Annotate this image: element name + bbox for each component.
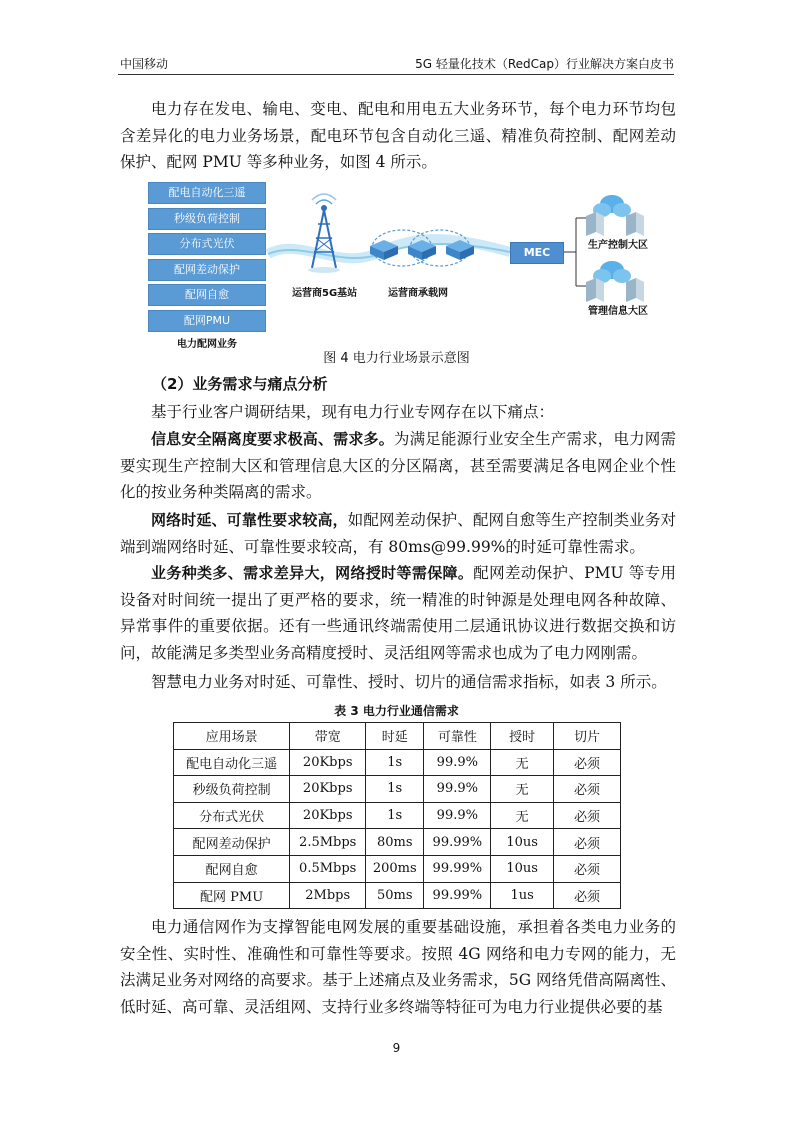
- pain-intro: 基于行业客户调研结果，现有电力行业专网存在以下痛点：: [151, 403, 555, 421]
- table-row: [174, 829, 621, 856]
- table-cell: 10us: [491, 855, 554, 882]
- table-cell: 1us: [491, 882, 554, 909]
- business-caption: 电力配网业务: [177, 339, 237, 350]
- table-cell: 10us: [491, 829, 554, 856]
- mec-box: MEC: [510, 242, 564, 264]
- table-cell: 99.9%: [424, 802, 491, 829]
- table-cell: 配电自动化三遥: [174, 749, 290, 776]
- table-header-cell: 带宽: [290, 723, 366, 750]
- table-cell: 99.99%: [424, 855, 491, 882]
- table-intro: 智慧电力业务对时延、可靠性、授时、切片的通信需求指标，如表 3 所示。: [151, 673, 667, 691]
- server-cloud-icon: [586, 261, 644, 302]
- table-cell: 必须: [553, 776, 620, 803]
- table-cell: 20Kbps: [290, 776, 366, 803]
- header-left: 中国移动: [120, 57, 169, 71]
- table-cell: 必须: [553, 802, 620, 829]
- table-cell: 配网 PMU: [174, 882, 290, 909]
- table-row: [174, 802, 621, 829]
- business-item: 秒级负荷控制: [148, 208, 266, 230]
- business-item: 配电自动化三遥: [148, 182, 266, 204]
- table-cell: 必须: [553, 882, 620, 909]
- pain-point-3-text: 配网差动保护、PMU 等专用设备对时间统一提出了更严格的要求，统一精准的时钟源是处理电网各种故障、异常事件的重要依据。还有一些通讯终端需使用二层通讯协议进行数据交换和访问，故能满足多类型业务高精度授时、灵活组网等需求也成为了电力网刚需。: [120, 564, 676, 662]
- requirements-table: [173, 722, 621, 909]
- table-cell: 1s: [366, 802, 424, 829]
- business-item: 分布式光伏: [148, 233, 266, 255]
- table-cell: 99.99%: [424, 829, 491, 856]
- tower-icon: [308, 194, 340, 273]
- header-right: 5G 轻量化技术（RedCap）行业解决方案白皮书: [415, 57, 674, 71]
- table-cell: 配网差动保护: [174, 829, 290, 856]
- base-station-label: 运营商5G基站: [292, 288, 358, 299]
- table-cell: 20Kbps: [290, 749, 366, 776]
- business-item: 配网差动保护: [148, 259, 266, 281]
- pain-point-1: [120, 426, 676, 506]
- table-cell: 1s: [366, 776, 424, 803]
- table-caption: 表 3 电力行业通信需求: [334, 704, 459, 718]
- table-cell: 50ms: [366, 882, 424, 909]
- pain-point-3-title: 业务种类多、需求差异大，网络授时等需保障。: [151, 564, 474, 582]
- table-row: [174, 855, 621, 882]
- table-cell: 分布式光伏: [174, 802, 290, 829]
- table-cell: 200ms: [366, 855, 424, 882]
- table-cell: 配网自愈: [174, 855, 290, 882]
- table-cell: 20Kbps: [290, 802, 366, 829]
- table-row: [174, 749, 621, 776]
- table-header-cell: 授时: [491, 723, 554, 750]
- table-cell: 必须: [553, 749, 620, 776]
- pain-point-1-title: 信息安全隔离度要求极高、需求多。: [151, 430, 394, 448]
- section-title: （2）业务需求与痛点分析: [152, 375, 328, 393]
- table-header-cell: 应用场景: [174, 723, 290, 750]
- table-row: [174, 776, 621, 803]
- pain-point-3: [120, 560, 676, 666]
- table-cell: 99.9%: [424, 749, 491, 776]
- table-cell: 99.9%: [424, 776, 491, 803]
- table-header-cell: 切片: [553, 723, 620, 750]
- conclusion-paragraph: 电力通信网作为支撑智能电网发展的重要基础设施，承担着各类电力业务的安全性、实时性、准确性和可靠性等要求。按照 4G 网络和电力专网的能力，无法满足业务对网络的高要求。基于上述痛点及业务需求，5G 网络凭借高隔离性、低时延、高可靠、灵活组网、支持行业多终端等特征可为电力行业提供必要的基: [120, 918, 676, 1016]
- figure-caption: 图 4 电力行业场景示意图: [323, 351, 470, 366]
- table-cell: 2Mbps: [290, 882, 366, 909]
- table-cell: 无: [491, 749, 554, 776]
- table-cell: 99.99%: [424, 882, 491, 909]
- figure-power-scenario: [140, 180, 680, 350]
- bearer-network-label: 运营商承载网: [388, 288, 448, 299]
- table-cell: 80ms: [366, 829, 424, 856]
- table-cell: 无: [491, 802, 554, 829]
- pain-point-2-text: 如配网差动保护、配网自愈等生产控制类业务对端到端网络时延、可靠性要求较高，有 80ms@99.99%的时延可靠性需求。: [120, 511, 676, 556]
- table-header-cell: 时延: [366, 723, 424, 750]
- pain-point-2-title: 网络时延、可靠性要求较高，: [151, 511, 348, 529]
- table-row: [174, 882, 621, 909]
- table-cell: 1s: [366, 749, 424, 776]
- server-cloud-icon: [586, 195, 644, 236]
- table-cell: 2.5Mbps: [290, 829, 366, 856]
- page-header: [118, 52, 674, 75]
- table-cell: 秒级负荷控制: [174, 776, 290, 803]
- business-item: 配网PMU: [148, 310, 266, 332]
- table-cell: 必须: [553, 829, 620, 856]
- table-cell: 必须: [553, 855, 620, 882]
- table-cell: 0.5Mbps: [290, 855, 366, 882]
- table-cell: 无: [491, 776, 554, 803]
- table-header-cell: 可靠性: [424, 723, 491, 750]
- page-number: 9: [392, 1041, 401, 1055]
- intro-paragraph: 电力存在发电、输电、变电、配电和用电五大业务环节，每个电力环节均包含差异化的电力业务场景，配电环节包含自动化三遥、精准负荷控制、配网差动保护、配网 PMU 等多种业务，如图 4 所示。: [120, 100, 676, 171]
- pain-point-2: [120, 507, 676, 560]
- pain-point-1-text: 为满足能源行业安全生产需求，电力网需要实现生产控制大区和管理信息大区的分区隔离，甚至需要满足各电网企业个性化的按业务种类隔离的需求。: [120, 430, 676, 501]
- business-item: 配网自愈: [148, 284, 266, 306]
- management-zone-label: 管理信息大区: [588, 306, 648, 317]
- production-zone-label: 生产控制大区: [588, 240, 648, 251]
- table-header-row: [174, 723, 621, 750]
